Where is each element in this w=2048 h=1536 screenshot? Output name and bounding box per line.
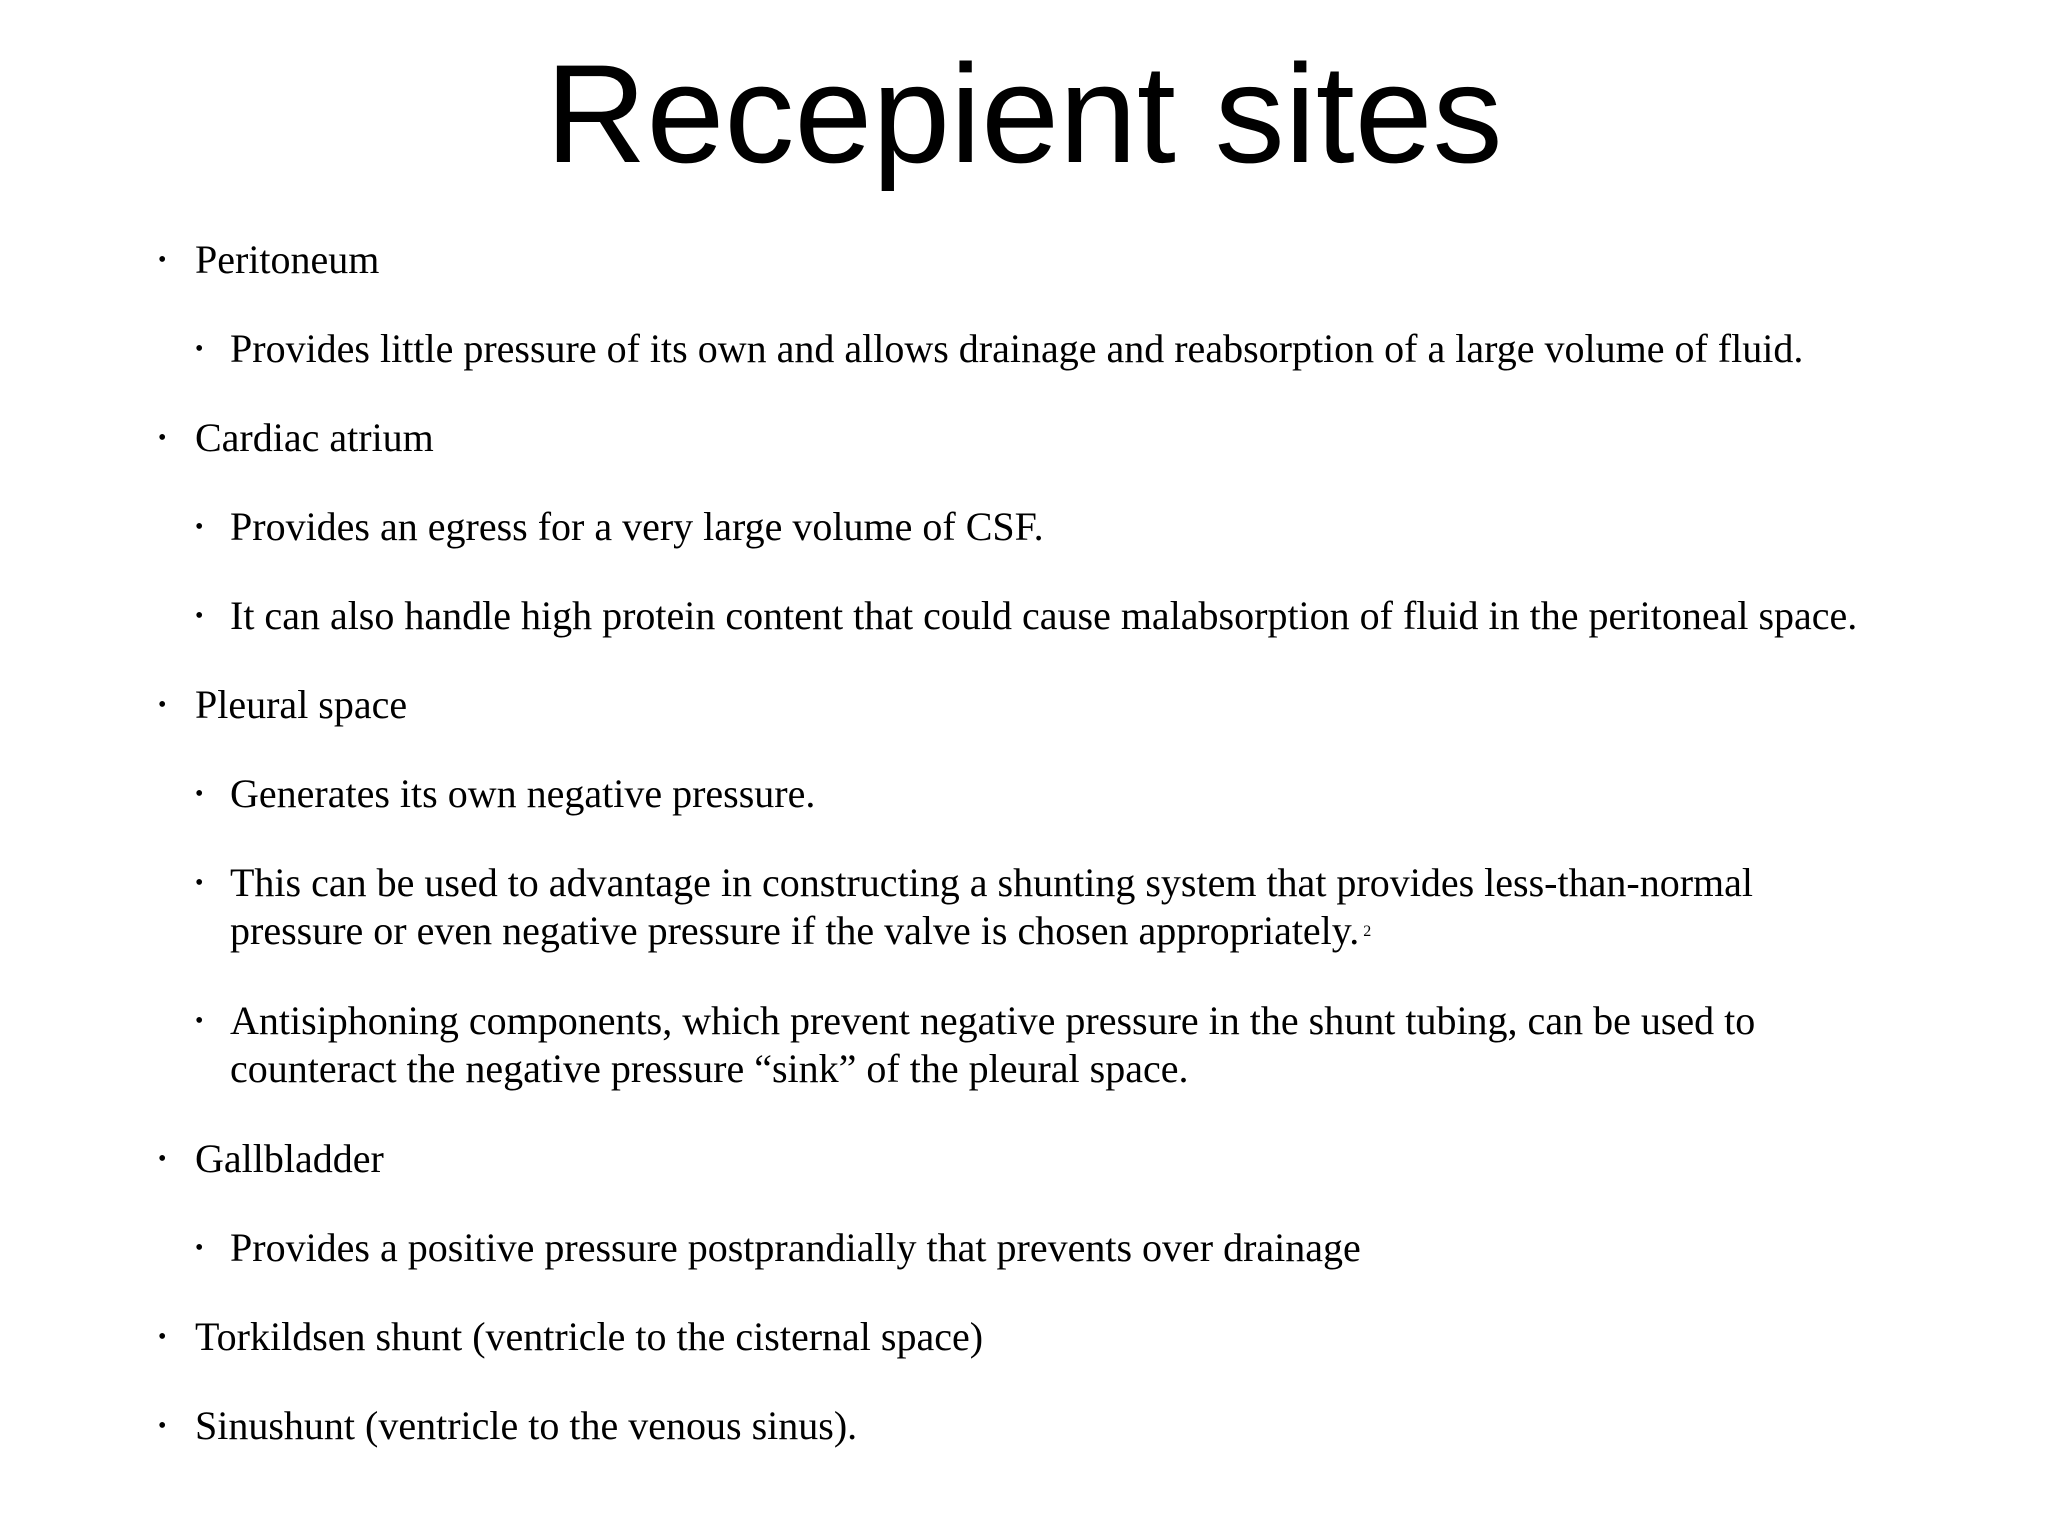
bullet-dot-icon: • (158, 425, 167, 451)
bullet-pleural-space (158, 681, 408, 729)
footnote-ref: 2 (1363, 923, 1372, 940)
bullet-text-line-2: pressure or even negative pressure if the valve is chosen appropriately. (230, 908, 1360, 953)
bullet-text-line-1: This can be used to advantage in constructing a shunting system that provides less-than-normal (230, 860, 1753, 905)
bullet-dot-icon: • (158, 692, 167, 718)
bullet-dot-icon: • (158, 1413, 167, 1439)
bullet-sinushunt (158, 1402, 858, 1450)
bullet-text-line-2: counteract the negative pressure “sink” of the pleural space. (230, 1046, 1189, 1091)
bullet-text: Gallbladder (195, 1136, 384, 1181)
bullet-dot-icon: • (195, 1008, 204, 1034)
bullet-torkildsen-shunt (158, 1313, 984, 1361)
bullet-text: Pleural space (195, 682, 408, 727)
bullet-text: Torkildsen shunt (ventricle to the cisternal space) (195, 1314, 984, 1359)
sub-bullet (195, 592, 1858, 640)
bullet-dot-icon: • (195, 781, 204, 807)
bullet-peritoneum (158, 236, 380, 284)
bullet-dot-icon: • (195, 336, 204, 362)
sub-bullet (195, 770, 816, 818)
sub-bullet (195, 1224, 1361, 1272)
bullet-dot-icon: • (195, 870, 204, 896)
sub-bullet (195, 859, 1753, 956)
sub-bullet (195, 325, 1804, 373)
bullet-dot-icon: • (195, 603, 204, 629)
bullet-text: Peritoneum (195, 237, 380, 282)
bullet-text: Provides an egress for a very large volume of CSF. (230, 504, 1044, 549)
bullet-dot-icon: • (195, 514, 204, 540)
bullet-dot-icon: • (158, 1324, 167, 1350)
bullet-dot-icon: • (158, 247, 167, 273)
bullet-text: Sinushunt (ventricle to the venous sinus). (195, 1403, 858, 1448)
bullet-gallbladder (158, 1135, 384, 1183)
bullet-text-line-1: Antisiphoning components, which prevent negative pressure in the shunt tubing, can be used to (230, 998, 1756, 1043)
bullet-text: It can also handle high protein content that could cause malabsorption of fluid in the peritoneal space. (230, 593, 1858, 638)
bullet-text: Provides a positive pressure postprandially that prevents over drainage (230, 1225, 1361, 1270)
sub-bullet (195, 997, 1756, 1093)
slide-title: Recepient sites (545, 35, 1503, 192)
sub-bullet (195, 503, 1044, 551)
bullet-dot-icon: • (158, 1146, 167, 1172)
bullet-dot-icon: • (195, 1235, 204, 1261)
bullet-text: Provides little pressure of its own and allows drainage and reabsorption of a large volume of fluid. (230, 326, 1804, 371)
bullet-text: Generates its own negative pressure. (230, 771, 816, 816)
bullet-cardiac-atrium (158, 414, 434, 462)
bullet-text: Cardiac atrium (195, 415, 434, 460)
